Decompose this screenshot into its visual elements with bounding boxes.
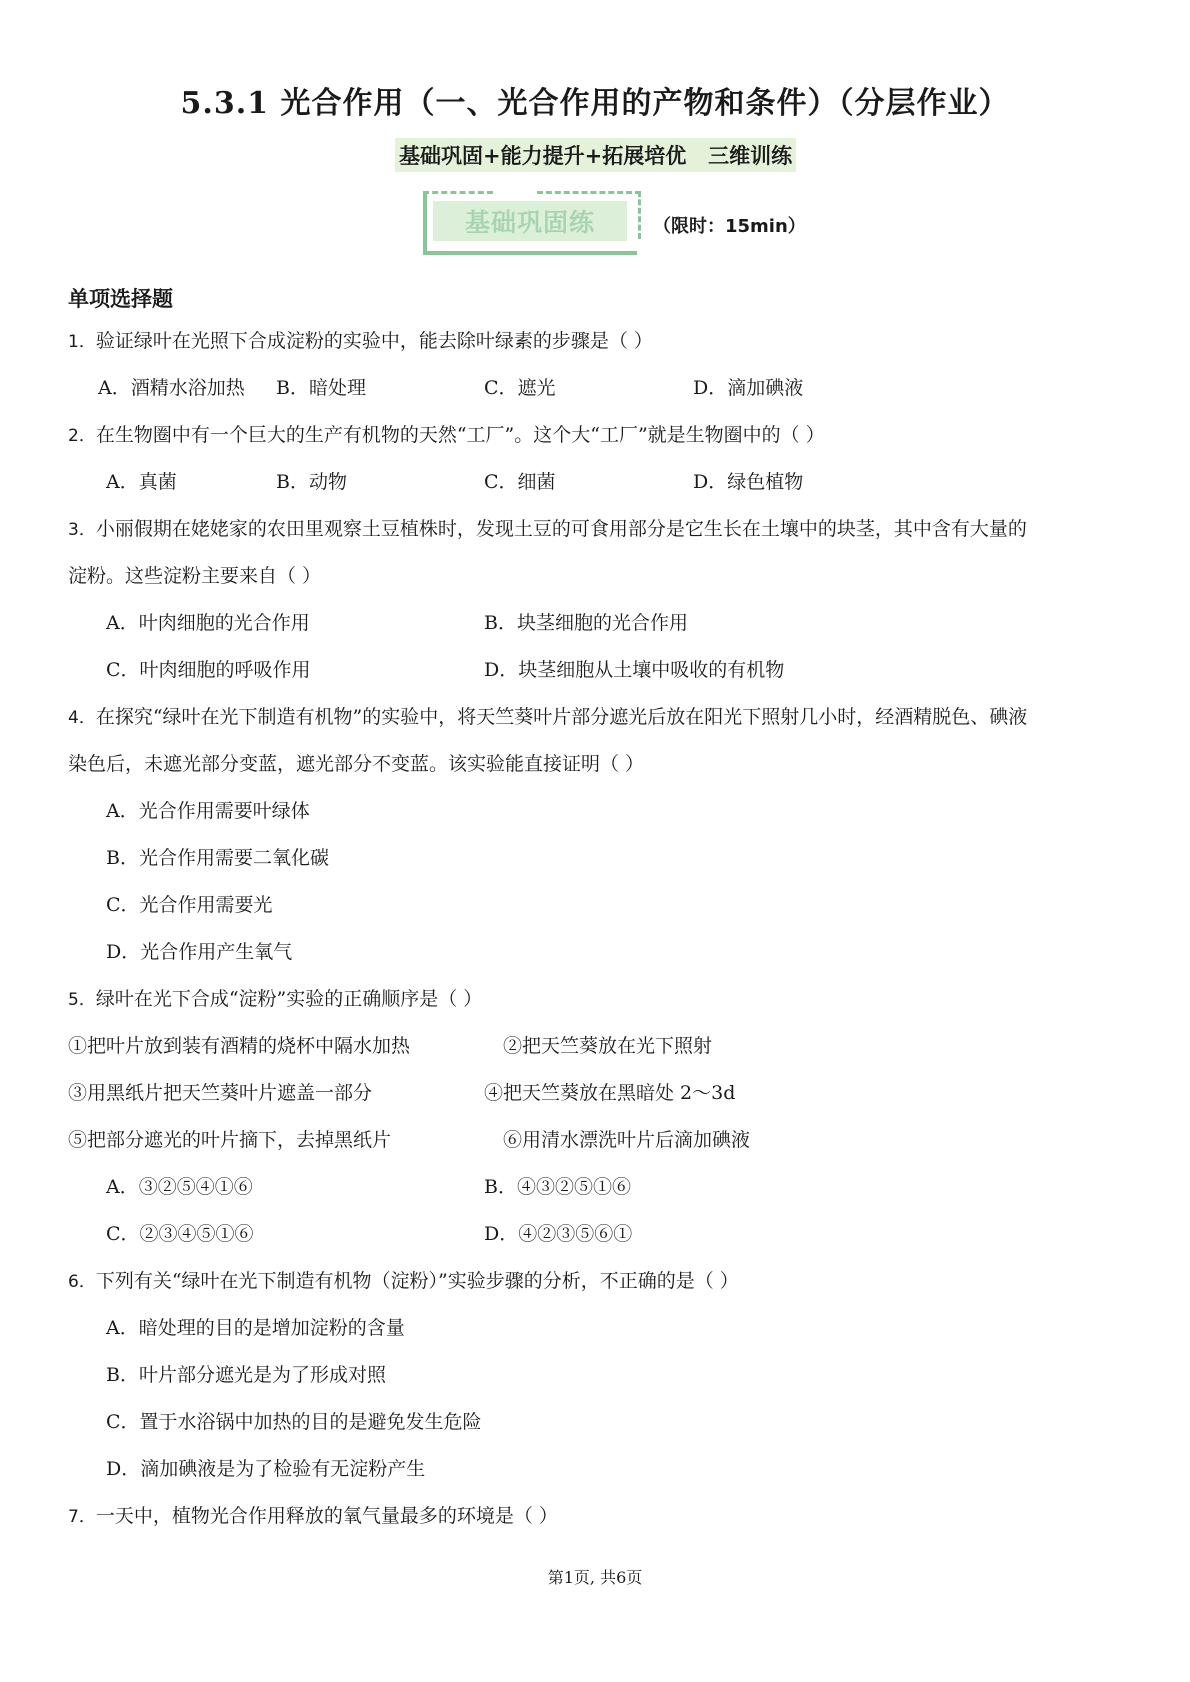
q1-option-b: B．暗处理 bbox=[276, 377, 366, 399]
q5-option-c: C．②③④⑤①⑥ bbox=[106, 1223, 254, 1245]
question-4: 4．在探究“绿叶在光下制造有机物”的实验中，将天竺葵叶片部分遮光后放在阳光下照射几小时，经酒精脱色、碘液 bbox=[68, 706, 1028, 728]
q3-option-a: A．叶肉细胞的光合作用 bbox=[106, 612, 310, 634]
q3-option-d: D．块茎细胞从土壤中吸收的有机物 bbox=[484, 659, 785, 681]
question-1: 1．验证绿叶在光照下合成淀粉的实验中，能去除叶绿素的步骤是（ ） bbox=[68, 330, 653, 352]
q5-option-d: D．④②③⑤⑥① bbox=[484, 1223, 633, 1245]
q6-option-a: A．暗处理的目的是增加淀粉的含量 bbox=[106, 1317, 405, 1339]
q6-option-d: D．滴加碘液是为了检验有无淀粉产生 bbox=[106, 1458, 426, 1480]
q6-option-b: B．叶片部分遮光是为了形成对照 bbox=[106, 1364, 386, 1386]
q1-option-c: C．遮光 bbox=[484, 377, 556, 399]
q2-option-a: A．真菌 bbox=[106, 471, 177, 493]
q4-option-c: C．光合作用需要光 bbox=[106, 894, 273, 916]
q4-option-a: A．光合作用需要叶绿体 bbox=[106, 800, 310, 822]
q5-step-2: ②把天竺葵放在光下照射 bbox=[503, 1035, 713, 1057]
q5-option-b: B．④③②⑤①⑥ bbox=[484, 1176, 631, 1198]
q1-option-d: D．滴加碘液 bbox=[693, 377, 804, 399]
question-2: 2．在生物圈中有一个巨大的生产有机物的天然“工厂”。这个大“工厂”就是生物圈中的（ ） bbox=[68, 424, 825, 446]
q1-option-a: A．酒精水浴加热 bbox=[98, 377, 245, 399]
question-3: 3．小丽假期在姥姥家的农田里观察土豆植株时，发现土豆的可食用部分是它生长在土壤中的块茎，其中含有大量的 bbox=[68, 518, 1027, 540]
q5-step-5: ⑤把部分遮光的叶片摘下，去掉黑纸片 bbox=[68, 1129, 392, 1151]
q2-option-b: B．动物 bbox=[276, 471, 347, 493]
question-7: 7．一天中，植物光合作用释放的氧气量最多的环境是（ ） bbox=[68, 1505, 558, 1527]
badge-label: 基础巩固练 bbox=[433, 201, 627, 241]
time-limit: （限时：15min） bbox=[653, 216, 806, 237]
q3-option-c: C．叶肉细胞的呼吸作用 bbox=[106, 659, 311, 681]
question-4-cont: 染色后，未遮光部分变蓝，遮光部分不变蓝。该实验能直接证明（ ） bbox=[68, 753, 645, 775]
page-footer: 第1页, 共6页 bbox=[547, 1568, 643, 1587]
section-heading: 单项选择题 bbox=[68, 286, 173, 311]
q3-option-b: B．块茎细胞的光合作用 bbox=[484, 612, 688, 634]
q2-option-c: C．细菌 bbox=[484, 471, 556, 493]
q5-option-a: A．③②⑤④①⑥ bbox=[106, 1176, 253, 1198]
question-3-cont: 淀粉。这些淀粉主要来自（ ） bbox=[68, 565, 322, 587]
q4-option-b: B．光合作用需要二氧化碳 bbox=[106, 847, 329, 869]
q5-step-6: ⑥用清水漂洗叶片后滴加碘液 bbox=[503, 1129, 751, 1151]
q4-option-d: D．光合作用产生氧气 bbox=[106, 941, 293, 963]
q6-option-c: C．置于水浴锅中加热的目的是避免发生危险 bbox=[106, 1411, 482, 1433]
q5-step-4: ④把天竺葵放在黑暗处 2～3d bbox=[484, 1082, 736, 1104]
page-title: 5.3.1 光合作用（一、光合作用的产物和条件）（分层作业） bbox=[180, 86, 1010, 121]
question-6: 6．下列有关“绿叶在光下制造有机物（淀粉）”实验步骤的分析，不正确的是（ ） bbox=[68, 1270, 739, 1292]
section-badge bbox=[423, 193, 637, 255]
subtitle: 基础巩固+能力提升+拓展培优 三维训练 bbox=[395, 138, 796, 172]
question-5: 5．绿叶在光下合成“淀粉”实验的正确顺序是（ ） bbox=[68, 988, 483, 1010]
q2-option-d: D．绿色植物 bbox=[693, 471, 804, 493]
q5-step-3: ③用黑纸片把天竺葵叶片遮盖一部分 bbox=[68, 1082, 373, 1104]
q5-step-1: ①把叶片放到装有酒精的烧杯中隔水加热 bbox=[68, 1035, 411, 1057]
